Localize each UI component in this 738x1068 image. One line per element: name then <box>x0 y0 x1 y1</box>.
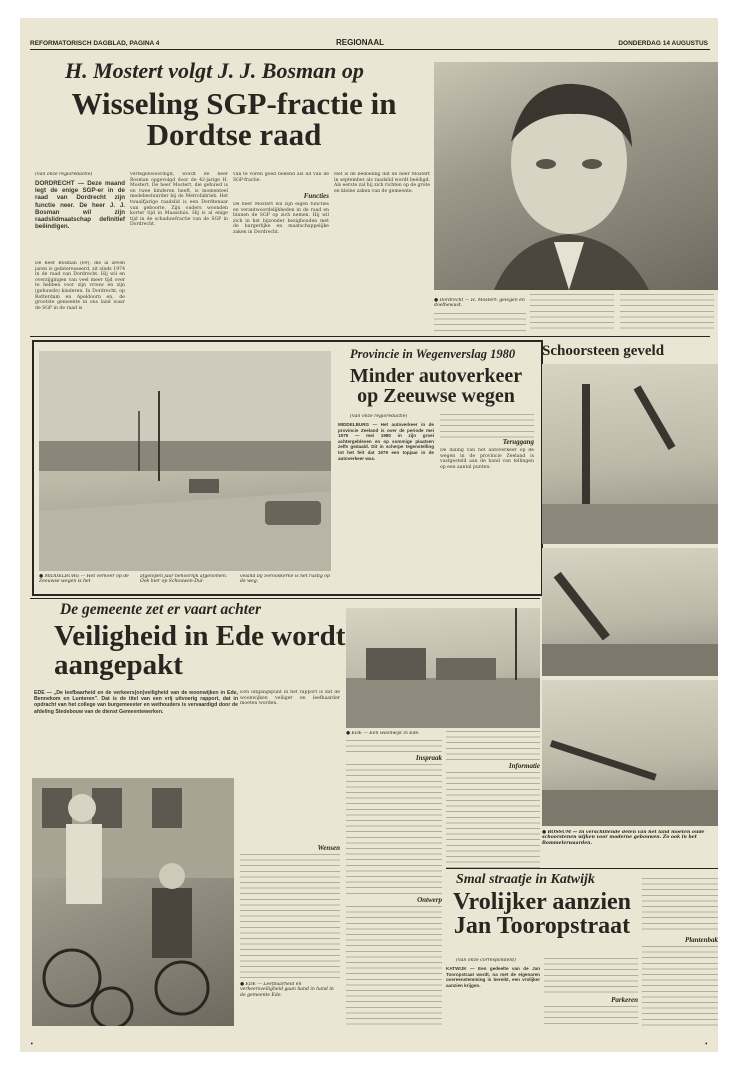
article4-lead: EDE — „De leefbaarheid en de verkeers(on)veiligheid van de woonwijken in Ede, Bennekom en Lunteren". Dat is de titel van een vrij uitvoerig rapport, dat in opdracht van het college van burgemeester en wethouders is vervaardigd door de afdeling Stedebouw van de dienst Gemeentewerken. <box>34 690 238 715</box>
article4-col4 <box>446 772 540 872</box>
chimney-down <box>542 680 718 826</box>
chimney-collapse <box>542 364 718 544</box>
chimney-photo-1 <box>542 364 718 544</box>
article4-photo2-caption: ● EDE — Een woonwijk in Ede. <box>346 731 420 736</box>
road-scene <box>39 351 331 571</box>
article2-caption-c: veland bij Serooskerke is het rustig op de weg. <box>240 574 330 585</box>
article4-body: Een uitgangspunt in het rapport is dat de woonwijken veiliger en leefbaarder moeten worden. <box>240 690 340 707</box>
portrait-caption: ● Dordrecht — H. Mostert: gelegen en doelbewust. <box>434 298 525 309</box>
footer-left-mark: • <box>30 1041 34 1048</box>
article1-body4: De heer Mostert wil zijn eigen functies en verantwoordelijkheden in de raad en binnen de SGP op zich nemen. Hij wil zich in het bijzonder bezighouden met de burgerlijke en maatschappelijke zaken in Dordrecht. <box>233 202 329 235</box>
article4-col2 <box>240 854 340 978</box>
chimney-photo-2 <box>542 548 718 676</box>
article1-body3: van te voren goed bekend als lid van de SGP-fractie. <box>233 172 329 183</box>
article2-headline: Minder autoverkeer op Zeeuwse wegen <box>349 365 523 407</box>
article1-body6 <box>530 294 614 332</box>
article1-lead: DORDRECHT — Deze maand legt de enige SGP-er in de raad van Dordrecht zijn functie neer. De heer J. J. Bosman wil zijn raadslidmaatschap definitief beëindigen. <box>35 180 125 231</box>
article1-body2: vertegenwoordigd, wordt de heer Bosman opgevolgd door de 42-jarige H. Mostert. De heer Mostert, die gehuwd is en twee kinderen heeft, is momenteel medebestuurder bij de Metrofabriek. Het twaalfjarige raadslid is een Dordtenaar van geboorte. Zijn ouders woonden korter tijd in Maassluis. Hij is al enige tijd in de schaduwfractie van de SGP in Dordrecht. <box>130 172 228 228</box>
article4-col3b <box>346 906 442 1026</box>
article3-kicker: Schoorsteen geveld <box>542 343 665 359</box>
article2-teruggang: Teruggang <box>502 438 534 446</box>
ede-houses <box>346 608 540 728</box>
article1-headline: Wisseling SGP-fractie in Dordtse raad <box>71 86 397 152</box>
chimney-photo-3 <box>542 680 718 826</box>
chimney-falling <box>542 548 718 676</box>
article5-kicker: Smal straatje in Katwijk <box>456 872 595 887</box>
section-rule-3 <box>446 868 718 869</box>
article5-col2 <box>544 1006 638 1028</box>
section-rule-2 <box>30 598 540 599</box>
article2-caption-a: ● MIDDELBURG — Het verkeer op de Zeeuwse wegen is het <box>39 574 129 585</box>
article5-byline: (Van onze correspondent) <box>456 958 516 963</box>
article2-col2-top <box>440 414 534 438</box>
article2-body: De daling van het autoverkeer op de wegen in de provincie Zeeland is vastgesteld aan de hand van tellingen op een aantal punten. <box>440 448 534 470</box>
ede-street-photo <box>346 608 540 728</box>
portrait-figure <box>434 62 718 290</box>
header-left: REFORMATORISCH DAGBLAD, PAGINA 4 <box>30 40 160 47</box>
cyclists-photo <box>32 778 234 1026</box>
article2-caption-b: afgelopen jaar behoorlijk afgenomen. Ook hier op Schouwen-Dui- <box>140 574 228 585</box>
article4-photo-caption: ● EDE — Leefbaarheid en verkeersveiligheid gaan hand in hand in de gemeente Ede. <box>240 982 334 998</box>
article4-inspraak: Inspraak <box>415 754 442 762</box>
article5-plantenbak: Plantenbak <box>684 936 718 944</box>
article4-informatie: Informatie <box>508 762 540 770</box>
article5-lead: KATWIJK — Een gedeelte van de Jan Tooropstraat wordt, na met de eigenaren overeenstemming is bereikt, een vrolijker aanzien krijgen. <box>446 966 540 988</box>
article4-col3-top <box>346 740 442 752</box>
article5-col3-top <box>642 878 718 934</box>
article3-caption: ● ROSSUM — In verschillende delen van het land moeten oude schoorstenen wijken voor moderne gebouwen. Zo ook in het Bommelerwaarden. <box>542 830 705 846</box>
article1-body1: De heer Bosman (69), die al zeven jaren is geïnteresseerd, zit sinds 1974 in de raad van Dordrecht. Hij wil en overzijgingen van veel meer tijd over te hebben voor zijn vrouw en zijn (gehuwde) kinderen. In Dordrecht, op Rotterdam en Apeldoorn en, de grootste gemeente in ons land waar de SGP in de raad is <box>35 261 125 311</box>
article1-body7 <box>620 294 714 332</box>
header-center: REGIONAAL <box>336 38 384 47</box>
article2-byline: (Van onze regioredactie) <box>350 414 408 419</box>
section-rule-1 <box>30 336 710 337</box>
article4-ontwerp: Ontwerp <box>417 896 442 904</box>
article4-headline: Veiligheid in Ede wordt aangepakt <box>54 620 346 681</box>
footer-right-mark: • <box>704 1041 708 1048</box>
article5-parkeren: Parkeren <box>611 996 638 1004</box>
cyclists-scene <box>32 778 234 1026</box>
article4-col4-top <box>446 731 540 761</box>
article1-body8 <box>434 313 526 332</box>
article4-wensen: Wensen <box>317 844 340 852</box>
article4-kicker: De gemeente zet er vaart achter <box>60 601 262 618</box>
article2-lead: MIDDELBURG — Het autoverkeer in de provincie Zeeland is over de periode mei 1979 — mei 1980 in zijn groei achtergebleven en op sommige plaatsen zelfs gedaald. Dit in scherpe tegenstelling tot het feit dat 1979 een topjaar in de autoverkeer was. <box>338 422 434 461</box>
header-right: DONDERDAG 14 AUGUSTUS <box>618 40 708 47</box>
article5-col2-top <box>544 958 638 994</box>
article5-headline: Vrolijker aanzien Jan Tooropstraat <box>453 889 631 939</box>
article4-col3 <box>346 764 442 894</box>
article2-kicker: Provincie in Wegenverslag 1980 <box>350 347 516 361</box>
article1-byline: (Van onze regioredactie) <box>35 172 93 177</box>
article1-functies: Functies <box>303 192 329 200</box>
article5-col3 <box>642 946 718 1028</box>
newspaper-page <box>20 18 718 1052</box>
portrait-photo <box>434 62 718 290</box>
article1-kicker: H. Mostert volgt J. J. Bosman op <box>65 58 364 83</box>
header-rule <box>30 49 710 50</box>
road-photo <box>39 351 331 571</box>
article1-body5: Het is de bedoeling dat de heer Mostert in september als raadslid wordt beëdigd. Als eerste zal hij zich richten op de grote en kleine zaken van de gemeente. <box>334 172 430 194</box>
